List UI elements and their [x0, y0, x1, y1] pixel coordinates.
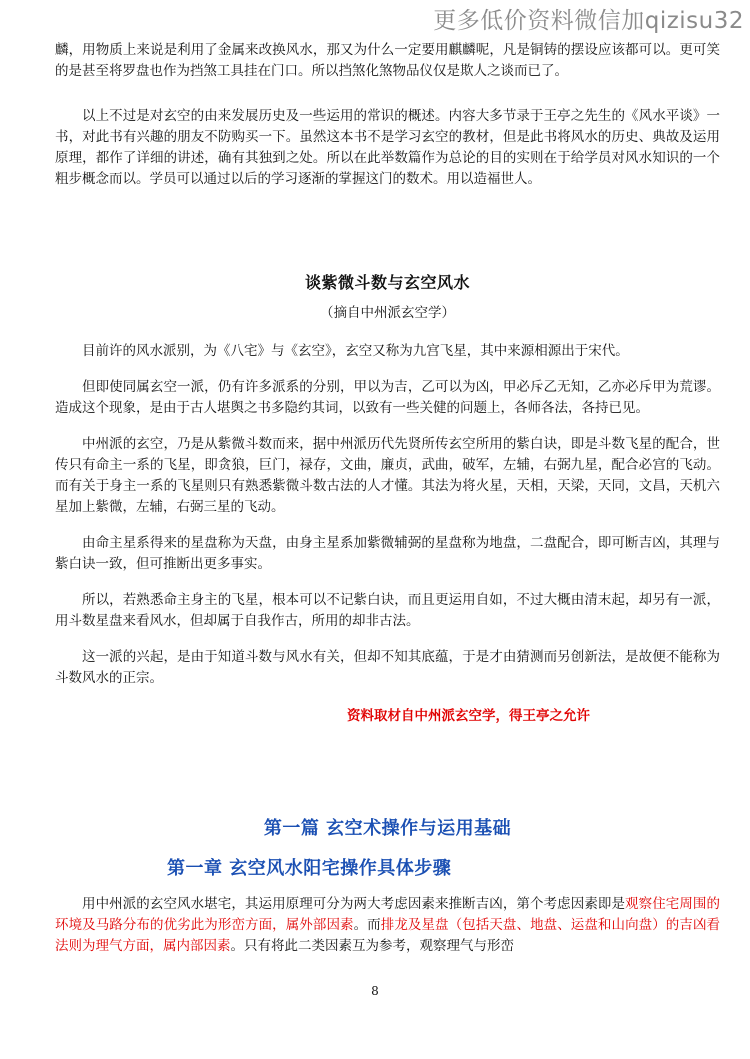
chapter-title: 第一章 玄空风水阳宅操作具体步骤: [167, 858, 452, 879]
chapter-text: 用中州派的玄空风水堪宅，其运用原理可分为两大考虑因素来推断吉凶，第个考虑因素即是: [82, 896, 626, 912]
highlight-text-internal: 排龙及星盘（包括天盘、地盘、运盘和山向盘）的吉凶看法则为理气方面，属内部因素: [55, 917, 721, 954]
body-paragraph: 这一派的兴起，是由于知道斗数与风水有关，但却不知其底蕴，于是才由猜测而另创新法，是故便不能称为斗数风水的正宗。: [55, 649, 720, 686]
body-paragraph: 但即使同属玄空一派，仍有许多派系的分别，甲以为吉，乙可以为凶，甲必斥乙无知，乙亦必斥甲为荒谬。造成这个现象，是由于古人堪舆之书多隐约其词，以致有一些关健的问题上，各师各法，各持已见。: [55, 379, 720, 416]
highlight-text-external: 观察住宅周围的环境及马路分布的优劣此为形峦方面，属外部因素: [55, 896, 721, 933]
body-paragraph: 中州派的玄空，乃是从紫微斗数而来，据中州派历代先贤所传玄空所用的紫白诀，即是斗数飞星的配合，世传只有命主一系的飞星，即贪狼，巨门，禄存，文曲，廉贞，武曲，破军，左辅，右弼九星，配合必宫的飞动。而有关于身主一系的飞星则只有熟悉紫微斗数古法的人才懂。其法为将火星，天相，天梁，天同，文昌，天机六星加上紫微，左辅，右弼三星的飞动。: [55, 436, 720, 515]
chapter-paragraph: [55, 894, 720, 957]
intro-paragraph: 麟，用物质上来说是利用了金属来改换风水，那又为什么一定要用麒麟呢，凡是铜铸的摆设应该都可以。更可笑的是甚至将罗盘也作为挡煞工具挂在门口。所以挡煞化煞物品仪仅是欺人之谈而已了。: [55, 42, 720, 79]
body-paragraph: 所以，若熟悉命主身主的飞星，根本可以不记紫白诀，而且更运用自如，不过大概由清末起，却另有一派，用斗数星盘来看风水，但却属于自我作古，所用的却非古法。: [55, 592, 720, 629]
section-subtitle: （摘自中州派玄空学）: [320, 305, 455, 321]
source-credit: 资料取材自中州派玄空学，得王亭之允许: [347, 708, 590, 724]
section-title: 谈紫微斗数与玄空风水: [304, 273, 470, 292]
watermark: 更多低价资料微信加qizisu32: [433, 8, 744, 34]
chapter-text: 。只有将此二类因素互为参考，观察理气与形峦: [230, 938, 514, 954]
chapter-text: 。而: [353, 917, 381, 933]
part-title: 第一篇 玄空术操作与运用基础: [263, 818, 512, 839]
body-paragraph: 目前许的风水派别，为《八宅》与《玄空》，玄空又称为九宫飞星，其中来源相源出于宋代。: [82, 343, 629, 359]
page-body: [55, 40, 720, 972]
summary-paragraph: 以上不过是对玄空的由来发展历史及一些运用的常识的概述。内容大多节录于王亭之先生的《风水平谈》一书，对此书有兴趣的朋友不防购买一下。虽然这本书不是学习玄空的教材，但是此书将风水的历史、典故及运用原理，都作了详细的讲述，确有其独到之处。所以在此举数篇作为总论的目的实则在于给学员对风水知识的一个粗步概念而以。学员可以通过以后的学习逐渐的掌握这门的数术。用以造福世人。: [55, 108, 720, 187]
page-number: 8: [371, 984, 379, 998]
body-paragraph: 由命主星系得来的星盘称为天盘，由身主星系加紫微辅弼的星盘称为地盘，二盘配合，即可断吉凶，其理与紫白诀一致，但可推断出更多事实。: [55, 535, 720, 572]
